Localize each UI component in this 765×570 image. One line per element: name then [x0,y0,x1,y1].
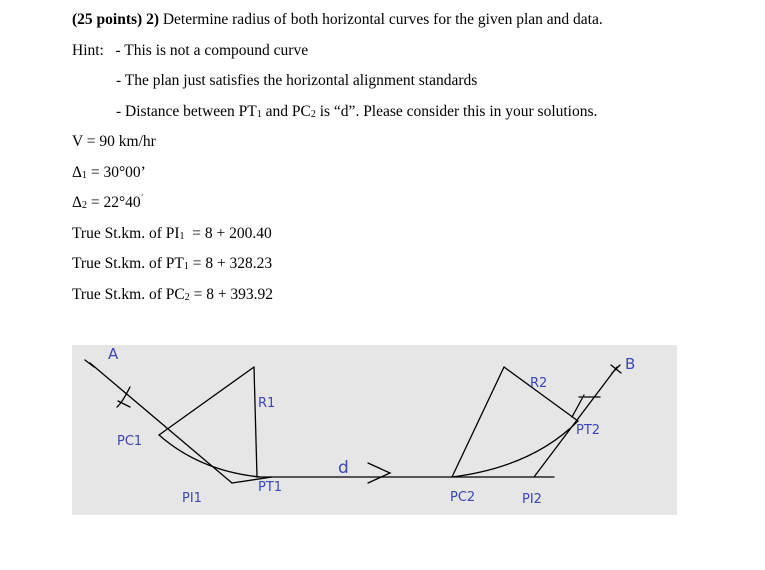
a-cross-mark [85,360,94,367]
hint-item-2: - The plan just satisfies the horizontal alignment standards [116,72,478,89]
delta1-symbol: Δ [72,164,82,181]
label-a: A [108,345,119,363]
hint-distance-sub1: 1 [256,109,262,120]
label-r2: R2 [530,376,548,391]
radius-2-line-a [452,367,504,477]
delta1-value: = 30°00’ [86,164,146,181]
plan-sketch [72,345,677,515]
delta1-sub: 1 [81,170,87,181]
label-pi1: PI1 [182,491,202,506]
hand-arrow-a [117,387,130,407]
hint-line-2 [116,71,477,91]
speed-value: V = 90 km/hr [72,133,156,150]
plan-sketch-svg [72,345,677,515]
station-pi1-value: = 8 + 200.40 [184,225,272,242]
station-pt1-sub: 1 [183,261,189,272]
station-pc2-sub: 2 [184,292,190,303]
delta2-sup: ˊ [140,194,145,205]
question-line [72,10,603,30]
delta2-symbol: Δ [72,194,82,211]
station-pi1-sub: 1 [179,231,185,242]
station-pc2-prefix: True St.km. of PC [72,286,185,303]
tangent-a-line [90,363,232,483]
station-pi1-line [72,224,272,244]
label-pc2: PC2 [450,490,476,505]
hint-line-3 [116,102,597,122]
delta2-line [72,193,144,213]
label-pt2: PT2 [576,423,601,438]
hint-label: Hint: [72,42,104,59]
curve-1-arc [159,435,260,477]
station-pc2-value: = 8 + 393.92 [189,286,274,303]
radius-1-line-a [159,367,254,435]
station-pt1-line [72,254,272,274]
hand-arrow-pt2 [572,395,600,417]
station-pi1-prefix: True St.km. of PI [72,225,180,242]
question-points: (25 points) 2) [72,11,159,28]
label-d: d [338,458,349,478]
delta2-sub: 2 [81,200,87,211]
station-pt1-value: = 8 + 328.23 [188,255,273,272]
curve-2-arc [452,421,578,477]
label-pi2: PI2 [522,492,542,507]
hint-distance-mid: and PC [261,103,311,120]
hint-item-1: - This is not a compound curve [115,42,309,59]
question-text: Determine radius of both horizontal curves for the given plan and data. [162,11,603,28]
hint-distance-sub2: 2 [310,109,316,120]
delta2-value: = 22°40 [86,194,141,211]
hint-distance-suffix: is “d”. Please consider this in your solutions. [315,103,598,120]
label-pt1: PT1 [258,480,283,495]
label-pc1: PC1 [117,434,143,449]
hint-line-1 [72,41,308,61]
hint-distance-prefix: - Distance between PT [116,103,257,120]
radius-1-line-b [254,367,257,477]
station-pt1-prefix: True St.km. of PT [72,255,184,272]
speed-line [72,132,156,152]
label-b: B [625,355,636,373]
station-pc2-line [72,285,273,305]
d-arrow-head [368,463,390,483]
label-r1: R1 [258,396,276,411]
delta1-line [72,163,146,183]
